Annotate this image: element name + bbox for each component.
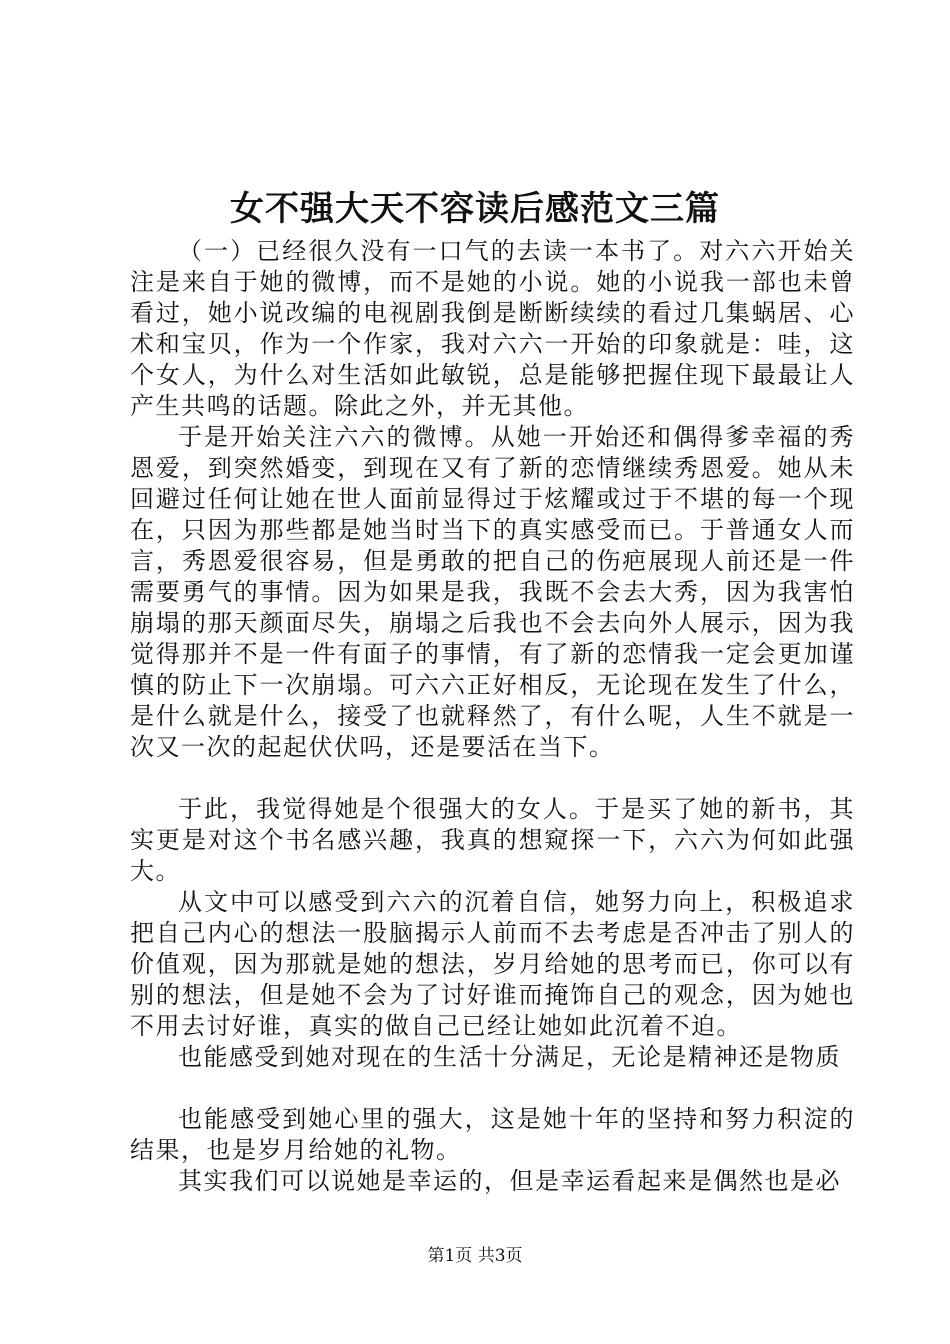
paragraph: 也能感受到她对现在的生活十分满足，无论是精神还是物质 bbox=[178, 1043, 841, 1071]
paragraph: 从文中可以感受到六六的沉着自信，她努力向上，积极追求把自己内心的想法一股脑揭示人前而不去考虑是否冲击了别人的价值观，因为那就是她的想法，岁月给她的思考而已，你可以有别的想法，但是她不会为了讨好谁而掩饰自己的观念，因为她也不用去讨好谁，真实的做自己已经让她如此沉着不迫。 bbox=[130, 888, 855, 1040]
document-body bbox=[130, 236, 855, 1197]
page-number-footer: 第1页 共3页 bbox=[427, 1246, 523, 1266]
paragraph-gap bbox=[130, 763, 855, 794]
paragraph: 于是开始关注六六的微博。从她一开始还和偶得爹幸福的秀恩爱，到突然婚变，到现在又有了新的恋情继续秀恩爱。她从未回避过任何让她在世人面前显得过于炫耀或过于不堪的每一个现在，只因为那些都是她当时当下的真实感受而已。于普通女人而言，秀恩爱很容易，但是勇敢的把自己的伤疤展现人前还是一件需要勇气的事情。因为如果是我，我既不会去大秀，因为我害怕崩塌的那天颜面尽失，崩塌之后我也不会去向外人展示，因为我觉得那并不是一件有面子的事情，有了新的恋情我一定会更加谨慎的防止下一次崩塌。可六六正好相反，无论现在发生了什么，是什么就是什么，接受了也就释然了，有什么呢，人生不就是一次又一次的起起伏伏吗，还是要活在当下。 bbox=[130, 423, 855, 761]
paragraph: 也能感受到她心里的强大，这是她十年的坚持和努力积淀的结果，也是岁月给她的礼物。 bbox=[130, 1105, 855, 1164]
document-title: 女不强大天不容读后感范文三篇 bbox=[230, 189, 720, 229]
paragraph-gap bbox=[130, 1073, 855, 1104]
paragraph: 于此，我觉得她是个很强大的女人。于是买了她的新书，其实更是对这个书名感兴趣，我真的想窥探一下，六六为何如此强大。 bbox=[130, 795, 855, 885]
paragraph: 其实我们可以说她是幸运的，但是幸运看起来是偶然也是必 bbox=[178, 1167, 841, 1195]
paragraph: （一）已经很久没有一口气的去读一本书了。对六六开始关注是来自于她的微博，而不是她的小说。她的小说我一部也未曾看过，她小说改编的电视剧我倒是断断续续的看过几集蜗居、心术和宝贝，作为一个作家，我对六六一开始的印象就是：哇，这个女人，为什么对生活如此敏锐，总是能够把握住现下最最让人产生共鸣的话题。除此之外，并无其他。 bbox=[130, 237, 855, 420]
